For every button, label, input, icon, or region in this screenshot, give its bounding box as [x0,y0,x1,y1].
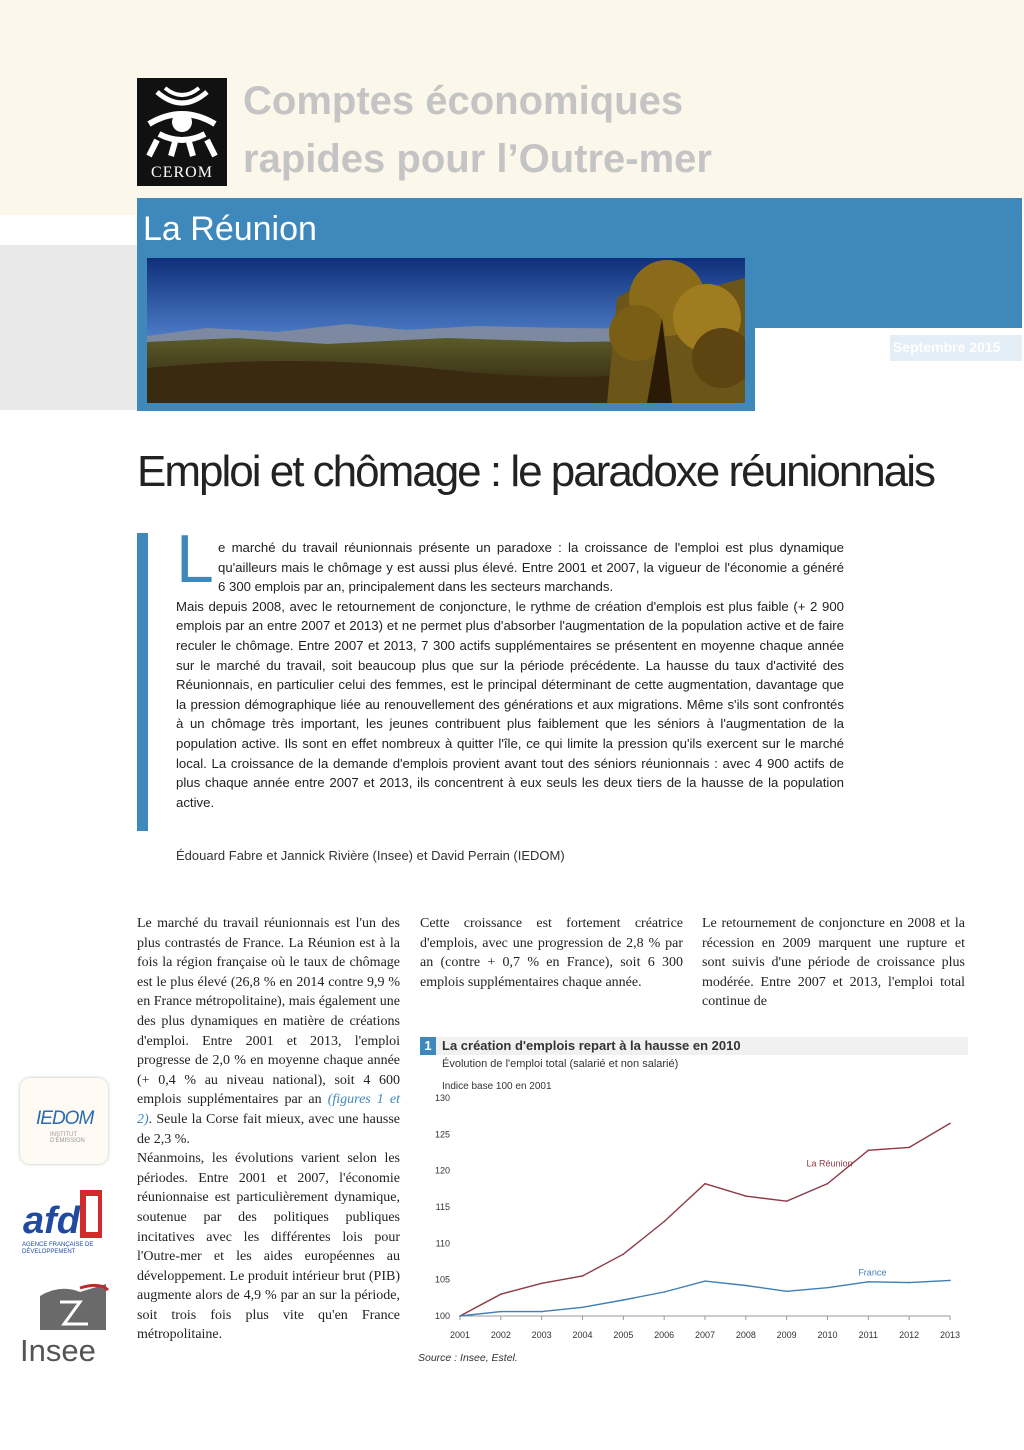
publication-date: Septembre 2015 [893,339,1001,355]
x-tick-label: 2008 [735,1330,756,1340]
y-tick-label: 130 [434,1093,450,1103]
iedom-logo-text: IEDOM [36,1108,94,1129]
data-point-france [623,1299,625,1301]
series-label-la-reunion: La Réunion [806,1158,853,1169]
y-tick-label: 110 [435,1238,450,1249]
cerom-logo-icon [137,84,227,158]
figure-number: 1 [420,1037,436,1055]
figure-source: Source : Insee, Estel. [418,1352,518,1364]
lead-first-sentence: e marché du travail réunionnais présente un paradoxe : la croissance de l'emploi est plus dynamique qu'ailleurs mais le chômage y est aussi plus élevé. Entre 2001 et 2007, la vigueur de l'économie a généré 6 300 emplois par an, principalement dans les secteurs marchands. [218,540,844,595]
x-tick-label: 2007 [694,1330,716,1340]
figure-subtitle: Évolution de l'emploi total (salarié et non salarié) [442,1058,679,1070]
publication-title [243,72,712,188]
x-tick-label: 2004 [572,1330,593,1340]
data-point-la-reunion [786,1200,788,1202]
afd-logo-caption: AGENCE FRANÇAISE DE DÉVELOPPEMENT [22,1242,94,1255]
body-column-2: Cette croissance est fortement créatrice d'emplois, avec une progression de 2,8 % par an (contre + 0,7 % en France), soit 6 300 emplois supplémentaires chaque année. [420,916,683,990]
region-name: La Réunion [143,210,317,248]
publication-title-line2: rapides pour l’Outre-mer [243,137,712,181]
x-tick-label: 2006 [654,1330,675,1340]
data-point-france [663,1291,665,1293]
article-title: Emploi et chômage : le paradoxe réunionnais [137,447,934,496]
data-point-la-reunion [908,1147,910,1149]
body-column-1 [137,914,400,1345]
iedom-logo-subtext: INSTITUT D'ÉMISSION [50,1132,85,1144]
data-point-france [704,1280,706,1282]
data-point-france [541,1311,543,1313]
x-tick-label: 2010 [817,1330,838,1340]
x-tick-label: 2002 [490,1330,511,1340]
lead-accent-bar [137,533,148,831]
landscape-photo [147,258,745,403]
data-point-france [459,1315,461,1317]
y-tick-label: 115 [435,1202,450,1212]
data-point-la-reunion [663,1221,665,1223]
data-point-la-reunion [623,1253,625,1255]
data-point-la-reunion [949,1123,951,1125]
data-point-france [582,1306,584,1308]
data-point-la-reunion [745,1195,747,1197]
lead-paragraph [176,538,844,812]
data-point-france [786,1290,788,1292]
data-point-france [868,1281,870,1283]
lead-dropcap: L [176,521,214,597]
cerom-logo [137,78,227,186]
y-tick-label: 125 [434,1129,450,1140]
x-tick-label: 2003 [531,1330,552,1340]
publication-title-line1: Comptes économiques [243,79,684,123]
lead-body: Mais depuis 2008, avec le retournement de conjoncture, le rythme de création d'emplois est plus faible (+ 2 900 emplois par an entre 2007 et 2013) et ne permet plus d'absorber l'augmentation de la population active et de faire reculer le chômage. Entre 2007 et 2013, 7 300 actifs supplémentaires se présentent en moyenne chaque année sur le marché du travail, soit beaucoup plus que sur la période précédente. La hausse du taux d'activité des Réunionnais, en particulier celui des femmes, est le principal déterminant de cette augmentation, davantage que la pression démographique liée au renouvellement des générations et aux migrations. Même s'ils sont confrontés à un chômage très important, les jeunes contribuent plus faiblement que les séniors à l'augmentation de la population active. Ils sont en effet nombreux à quitter l'île, ce qui limite la pression qu'ils exercent sur le marché local. La croissance de la demande d'emplois provient avant tout des séniors réunionnais : avec 4 900 actifs de plus chaque année entre 2007 et 2013, ils concentrent à eux seuls les deux tiers de la hausse de la population active. [176,598,844,810]
body-column-3: Le retournement de conjoncture en 2008 et la récession en 2009 marquent une rupture et sont suivis d'une période de croissance plus modérée. Entre 2007 et 2013, l'emploi total continue de [702,916,965,1010]
data-point-france [908,1282,910,1284]
x-tick-label: 2012 [899,1330,920,1340]
x-tick-label: 2005 [613,1330,634,1340]
x-tick-label: 2001 [449,1330,471,1340]
y-tick-label: 100 [434,1311,450,1321]
x-tick-label: 2011 [858,1330,879,1340]
data-point-france [500,1311,502,1313]
x-tick-label: 2009 [776,1330,797,1340]
data-point-la-reunion [868,1150,870,1152]
figure-title: La création d'emplois repart à la hausse en 2010 [442,1038,741,1053]
y-tick-label: 105 [434,1274,450,1285]
date-strip [755,258,1022,328]
body-column-1-text-a: Le marché du travail réunionnais est l'un des plus contrastés de France. La Réunion est à la fois la région française où le taux de chômage est le plus élevé (26,8 % en 2014 contre 9,9 % en France métropolitaine), mais également une des plus dynamiques en matière de créations d'emploi. Entre 2001 et 2013, l'emploi progresse de 2,0 % en moyenne chaque année (+ 0,4 % au niveau national), soit 4 600 emplois supplémentaires par an [137,916,400,1108]
cerom-logo-text: CEROM [151,164,213,181]
insee-logo-mark [20,1282,112,1332]
series-label-france: France [858,1267,887,1278]
data-point-france [745,1285,747,1287]
data-point-la-reunion [582,1275,584,1277]
figure-reference-link[interactable]: (figures 1 et 2) [137,1092,400,1127]
data-point-la-reunion [500,1293,502,1295]
y-tick-label: 120 [434,1165,450,1176]
data-point-france [949,1280,951,1282]
insee-logo [20,1282,112,1368]
data-point-france [827,1287,829,1289]
iedom-logo [20,1078,108,1164]
figure-unit: Indice base 100 en 2001 [442,1081,552,1092]
landscape-illustration [147,258,745,403]
employment-line-chart [410,1088,970,1350]
data-point-la-reunion [541,1283,543,1285]
data-point-la-reunion [704,1183,706,1185]
afd-logo-text: afd [23,1200,80,1242]
x-tick-label: 2013 [939,1330,961,1340]
data-point-la-reunion [827,1183,829,1185]
afd-logo [20,1186,106,1260]
side-band [0,245,140,410]
insee-logo-text: Insee [20,1333,96,1368]
body-column-1-text-b: . Seule la Corse fait mieux, avec une hausse de 2,3 %. [137,1111,400,1147]
series-line-la-reunion [460,1123,950,1316]
body-column-1-paragraph-2: Néanmoins, les évolutions varient selon les périodes. Entre 2001 et 2007, l'économie réunionnaise est particulièrement dynamique, soutenue par des politiques publiques incitatives avec les différentes lois pour l'Outre-mer et les aides européennes au développement. Le produit intérieur brut (PIB) augmente alors de 4,9 % par an sur la période, soit trois fois plus vite qu'en France métropolitaine. [137,1151,400,1343]
authors: Édouard Fabre et Jannick Rivière (Insee) et David Perrain (IEDOM) [176,848,565,863]
